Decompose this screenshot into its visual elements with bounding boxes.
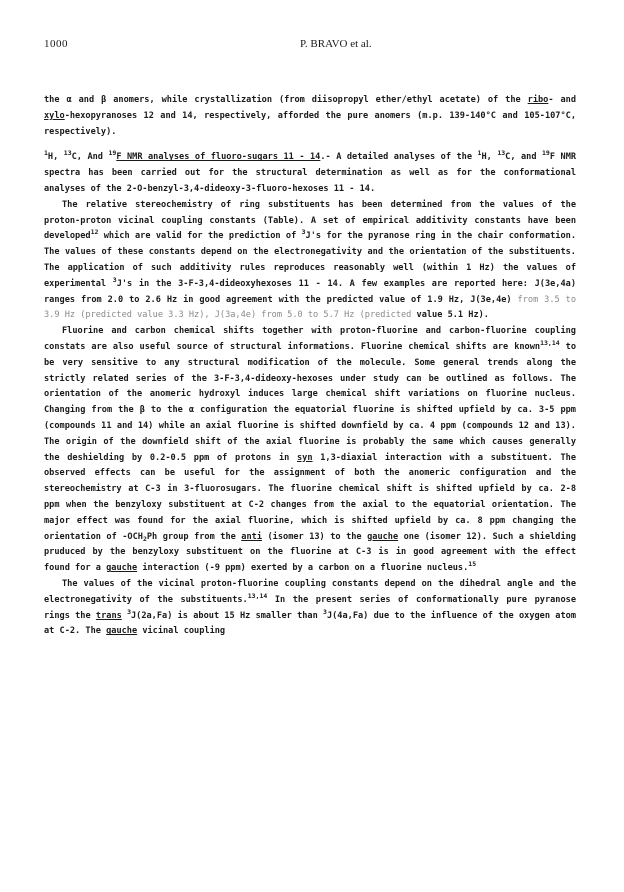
section-heading: $^1$H, $^{13}$C, And $^{19}$F NMR analyses of fluoro-sugars 11 - 14 — [44, 149, 321, 163]
anti-term: anti — [241, 531, 262, 542]
reference-13-14: 13,14 — [247, 591, 268, 600]
page-header — [44, 38, 580, 56]
ribo-term: ribo — [527, 95, 549, 105]
reference-13-14: 13,14 — [540, 338, 560, 347]
paragraph-stereochemistry: The relative stereochemistry of ring substituents has been determined from the values of the proton-proton vicinal coupling constants (Table). A set of empirical additivity constants have been developed$^{12}$ which are valid for the prediction of $^3$J's for the pyranose ring in the chair conformation. The values of these constants depend on the electronegativity and the orientation of the substituents. The application of such additivity rules reproduces reasonably well (within 1 Hz) the values of experimental $^3$J's in the 3-F-3,4-dideoxyhexoses 11 - 14. A few examples are reported here: J(3e,4a) ranges from 2.0 to 2.6 Hz in good agreement with the predicted value of 1.9 Hz, J(3e,4e) from 3.5 to 3.9 Hz (predicted value 3.3 Hz), J(3a,4e) from 5.0 to 5.7 Hz (predicted value 5.1 Hz). — [44, 199, 576, 321]
paragraph-chemical-shifts: Fluorine and carbon chemical shifts together with proton-fluorine and carbon-fluorine coupling constats are also useful source of structural informations. Fluorine chemical shifts are known$^{13,14}$ to be very sensitive to any structural modification of the molecule. Some general trends along the strictly related series of the 3-F-3,4-dideoxy-hexoses under study can be outlined as follows. The orientation of the anomeric hydroxyl induces large chemical shift variations on fluorine nucleus. Changing from the β to the α configuration the equatorial fluorine is shifted upfield by ca. 3-5 ppm (compounds 11 and 14) while an axial fluorine is shifted downfield by ca. 4 ppm (compounds 12 and 13). The origin of the downfield shift of the axial fluorine is probably the same which causes generally the deshielding by 0.2-0.5 ppm of protons in syn 1,3-diaxial interaction with a substituent. The observed effects can be useful for the assignment of both the anomeric configuration and the stereochemistry at C-3 in 3-fluorosugars. The fluorine chemical shift is shifted upfield by ca. 2-8 ppm when the benzyloxy substituent at C-2 changes from the axial to the equatorial orientation. The major effect was found for the axial fluorine, which is shifted upfield by ca. 8 ppm changing the orientation of $-OCH_2Ph$ group from the anti (isomer 13) to the gauche one (isomer 12). Such a shielding pruduced by the benzyloxy substituent on the fluorine at C-3 is in good agreement with the effect found for a gauche interaction (-9 ppm) exerted by a carbon on a fluorine nucleus.$^{15}$ — [44, 326, 576, 574]
trans-term: trans — [95, 610, 122, 621]
reference-15: 15 — [468, 560, 477, 569]
gauche-term: gauche — [367, 531, 399, 542]
paragraph-anomers: the α and β anomers, while crystallization (from diisopropyl ether/ethyl acetate) of the ribo- and xylo-hexopyranoses 12 and 14, respectively, afforded the pure anomers (m.p. 139-140°C and 105-107°C, respectively). — [44, 95, 577, 137]
paragraph-coupling-constants: The values of the vicinal proton-fluorine coupling constants depend on the dihedral angle and the electronegativity of the substituents.$^{13,14}$ In the present series of conformationally pure pyranose rings the trans $^3$J(2a,Fa) is about 15 Hz smaller than $^3$J(4a,Fa) due to the influence of the oxygen atom at C-2. The gauche vicinal coupling — [44, 578, 576, 637]
faded-text: from 3.5 to 3.9 Hz (predicted value 3.3 Hz), J(3a,4e) from 5.0 to 5.7 Hz (predicted — [44, 294, 576, 321]
reference-12: 12 — [90, 228, 99, 237]
gauche-term: gauche — [106, 563, 138, 574]
syn-term: syn — [297, 452, 313, 463]
paragraph-nmr-heading: $^1$H, $^{13}$C, And $^{19}$F NMR analyses of fluoro-sugars 11 - 14.- A detailed analyses of the $^1$H, $^{13}$C, and $^{19}$F NMR spectra has been carried out for the structural determination as well as for the conformational analyses of the 2-O-benzyl-3,4-dideoxy-3-fluoro-hexoses 11 - 14. — [44, 149, 577, 194]
body-text — [44, 93, 576, 640]
xylo-term: xylo — [44, 110, 65, 121]
page-number: 1000 — [44, 38, 68, 50]
gauche-term: gauche — [106, 626, 138, 637]
running-head: P. BRAVO et al. — [300, 38, 372, 50]
